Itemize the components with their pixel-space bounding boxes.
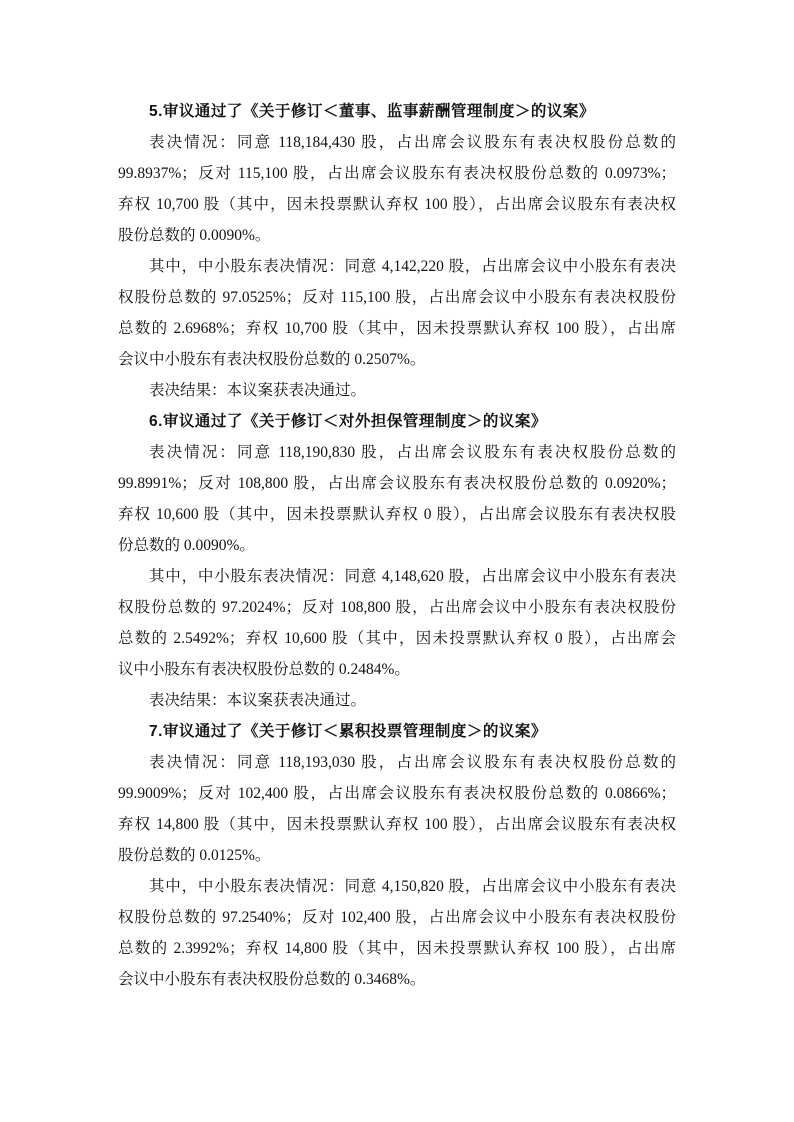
doc-line: 弃权 14,800 股（其中，因未投票默认弃权 100 股），占出席会议股东有表决权	[118, 816, 676, 833]
vote-result-line: 表决结果：本议案获表决通过。	[149, 382, 367, 399]
proposal-7-section	[118, 716, 676, 995]
doc-line: 议中小股东有表决权股份总数的 0.2484%。	[118, 661, 410, 678]
doc-line: 99.9009%；反对 102,400 股，占出席会议股东有表决权股份总数的 0.0866%；	[118, 785, 676, 802]
doc-line: 表决情况：同意 118,193,030 股，占出席会议股东有表决权股份总数的	[149, 754, 676, 771]
proposal-5-section	[118, 96, 676, 406]
doc-line: 99.8937%；反对 115,100 股，占出席会议股东有表决权股份总数的 0.0973%；	[118, 165, 676, 182]
doc-line: 表决情况：同意 118,184,430 股，占出席会议股东有表决权股份总数的	[149, 134, 676, 151]
doc-line: 股份总数的 0.0125%。	[118, 847, 271, 864]
doc-line: 权股份总数的 97.2024%；反对 108,800 股，占出席会议中小股东有表决权股份	[118, 599, 676, 616]
vote-result-line: 表决结果：本议案获表决通过。	[149, 692, 367, 709]
doc-line: 权股份总数的 97.2540%；反对 102,400 股，占出席会议中小股东有表决权股份	[118, 909, 676, 926]
doc-line: 表决情况：同意 118,190,830 股，占出席会议股东有表决权股份总数的	[149, 444, 676, 461]
doc-line: 其中，中小股东表决情况：同意 4,148,620 股，占出席会议中小股东有表决	[149, 568, 676, 585]
doc-line: 弃权 10,700 股（其中，因未投票默认弃权 100 股），占出席会议股东有表决权	[118, 196, 676, 213]
doc-line: 弃权 10,600 股（其中，因未投票默认弃权 0 股），占出席会议股东有表决权股	[118, 506, 676, 523]
proposal-7-heading: 7.审议通过了《关于修订＜累积投票管理制度＞的议案》	[149, 723, 547, 740]
doc-line: 总数的 2.5492%；弃权 10,600 股（其中，因未投票默认弃权 0 股），占出席会	[118, 630, 676, 647]
doc-line: 其中，中小股东表决情况：同意 4,150,820 股，占出席会议中小股东有表决	[149, 878, 676, 895]
doc-line: 其中，中小股东表决情况：同意 4,142,220 股，占出席会议中小股东有表决	[149, 258, 676, 275]
doc-line: 股份总数的 0.0090%。	[118, 227, 271, 244]
proposal-6-section	[118, 406, 676, 716]
doc-line: 会议中小股东有表决权股份总数的 0.2507%。	[118, 351, 426, 368]
doc-line: 会议中小股东有表决权股份总数的 0.3468%。	[118, 971, 426, 988]
doc-line: 总数的 2.3992%；弃权 14,800 股（其中，因未投票默认弃权 100 股），占出席	[118, 940, 676, 957]
proposal-5-heading: 5.审议通过了《关于修订＜董事、监事薪酬管理制度＞的议案》	[149, 103, 595, 120]
doc-line: 99.8991%；反对 108,800 股，占出席会议股东有表决权股份总数的 0.0920%；	[118, 475, 676, 492]
doc-line: 权股份总数的 97.0525%；反对 115,100 股，占出席会议中小股东有表决权股份	[118, 289, 676, 306]
document-content	[118, 96, 676, 995]
doc-line: 份总数的 0.0090%。	[118, 537, 255, 554]
doc-line: 总数的 2.6968%；弃权 10,700 股（其中，因未投票默认弃权 100 股），占出席	[118, 320, 676, 337]
proposal-6-heading: 6.审议通过了《关于修订＜对外担保管理制度＞的议案》	[149, 413, 547, 430]
